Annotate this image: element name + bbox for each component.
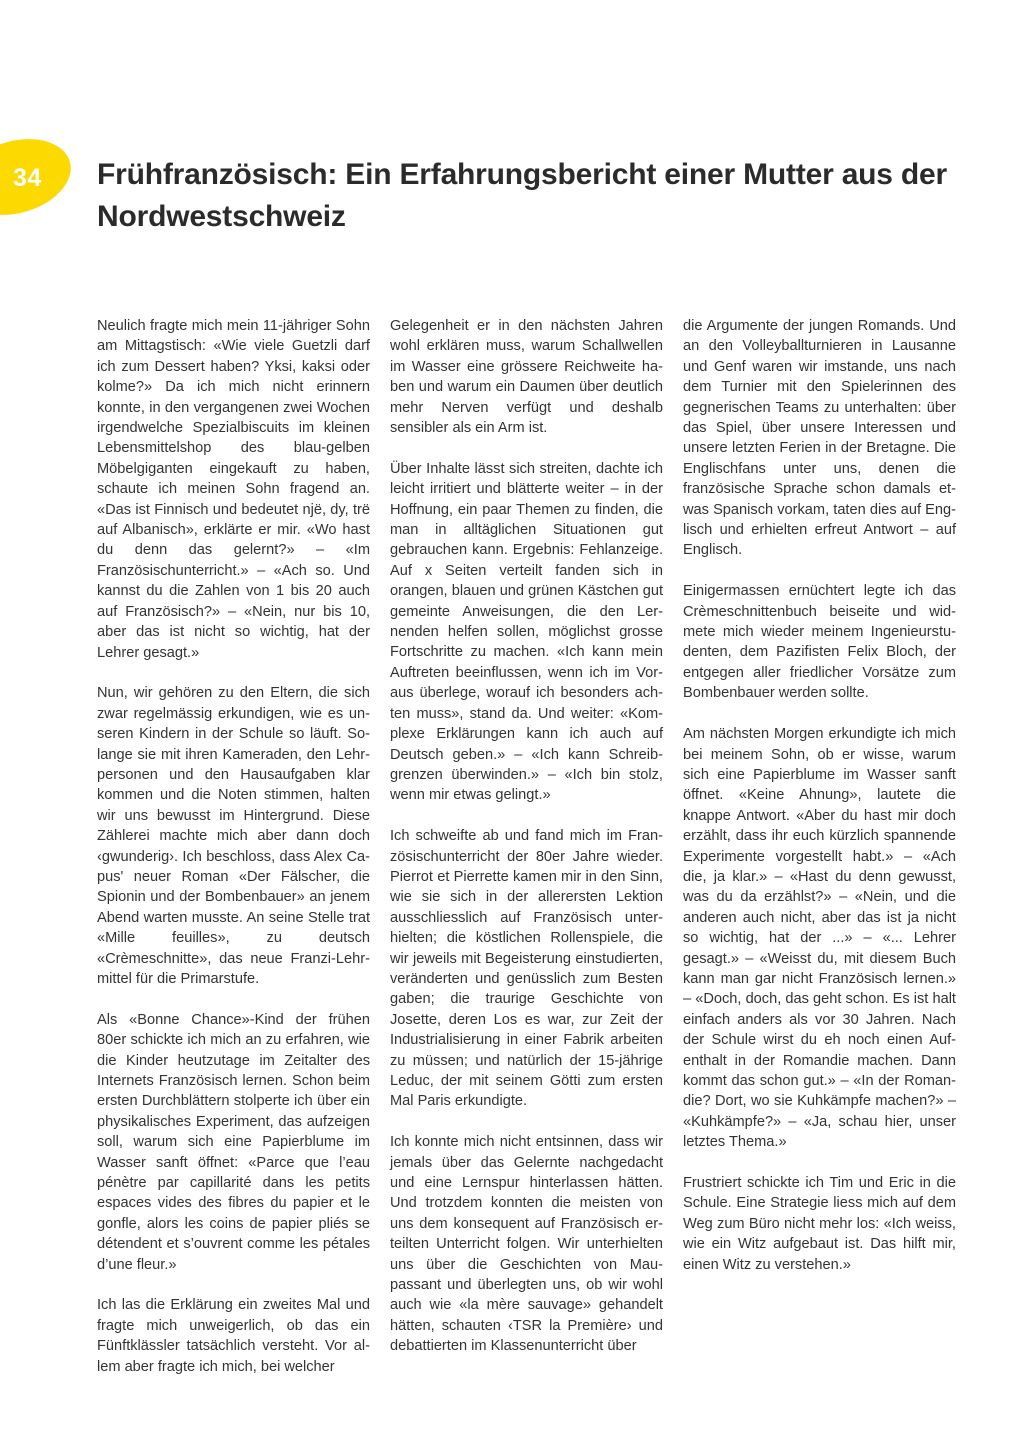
article-title: Frühfranzösisch: Ein Erfahrungsbericht einer Mutter aus der Nordwestschweiz — [97, 158, 948, 233]
paragraph: Ich schweifte ab und fand mich im Französischunterricht der 80er Jahre wieder. Pierrot et Pierrette kamen mir in den Sinn, wie sie sich in der allerersten Lektion ausschliesslich auf Französisch unterhielten; die köstlichen Rollenspiele, die wir jeweils mit Begeisterung einstudierten, veränderten und genüsslich zum Besten gaben; die traurige Geschichte von Josette, deren Los es war, zur Zeit der Industrialisierung in einer Fabrik arbeiten zu müssen; und natürlich der 15-jährige Leduc, der mit seinem Götti zum ersten Mal Paris erkundigte. — [390, 828, 663, 1110]
paragraph: Frustriert schickte ich Tim und Eric in die Schule. Eine Strategie liess mich auf dem Weg zum Büro nicht mehr los: «Ich weiss, wie ein Witz aufgebaut ist. Das hilft mir, einen Witz zu verstehen.» — [683, 1175, 956, 1273]
text-column-3 — [683, 316, 956, 1275]
paragraph: Einigermassen ernüchtert legte ich das Crèmeschnittenbuch beiseite und widmete mich wieder meinem Ingenieurstudenten, dem Pazifisten Felix Bloch, der entgegen aller friedlicher Vorsätze zum Bombenbauer werden sollte. — [683, 583, 956, 702]
text-column-2 — [390, 316, 663, 1357]
paragraph: Am nächsten Morgen erkundigte ich mich bei meinem Sohn, ob er wisse, warum sich eine Papierblume im Wasser sanft öffnet. «Keine Ahnung», lautete die knappe Antwort. «Aber du hast mir doch erzählt, dass ihr euch kürzlich spannende Experimente vorgestellt habt.» – «Ach die, ja klar.» – «Hast du denn gewusst, was du da erzählst?» – «Nein, und die anderen auch nicht, aber das ist ja nicht so wichtig, hat der ...» – «... Lehrer gesagt.» – «Weisst du, mit diesem Buch kann man gar nicht Französisch lernen.» – «Doch, doch, das geht schon. Es ist halt einfach anders als vor 30 Jahren. Nach der Schule wirst du eh noch einen Aufenthalt in der Romandie machen. Dann kommt das schon gut.» – «In der Romandie? Dort, wo sie Kuhkämpfe machen?» – «Kuhkämpfe?» – «Ja, schau hier, unser letztes Thema.» — [683, 726, 956, 1151]
paragraph: Nun, wir gehören zu den Eltern, die sich zwar regelmässig erkundigen, wie es unseren Kindern in der Schule so läuft. Solange sie mit ihren Kameraden, den Lehrpersonen und den Hausaufgaben klar kommen und die Noten stimmen, halten wir uns bewusst im Hintergrund. Diese Zählerei machte mich aber dann doch ‹gwunderig›. Ich beschloss, dass Alex Capus' neuer Roman «Der Fälscher, die Spionin und der Bombenbauer» an jenem Abend warten musste. An seine Stelle trat «Mille feuilles», zu deutsch «Crèmeschnitte», das neue Franzi-Lehrmittel für die Primarstufe. — [97, 685, 370, 987]
paragraph: Ich las die Erklärung ein zweites Mal und fragte mich unweigerlich, ob das ein Fünftklässler tatsächlich versteht. Vor allem aber fragte ich mich, bei welcher — [97, 1297, 370, 1375]
paragraph: Über Inhalte lässt sich streiten, dachte ich leicht irritiert und blätterte weiter – in der Hoffnung, ein paar Themen zu finden, die man in alltäglichen Situationen gut gebrauchen kann. Ergebnis: Fehlanzeige. Auf x Seiten verteilt fanden sich in orangen, blauen und grünen Kästchen gut gemeinte Anweisungen, die den Lernenden helfen sollen, möglichst grosse Fortschritte zu machen. «Ich kann mein Auftreten beeinflussen, wenn ich im Voraus überlege, worauf ich besonders achten muss», stand da. Und weiter: «Komplexe Erklärungen kann ich auch auf Deutsch geben.» – «Ich kann Schreibgrenzen überwinden.» – «Ich bin stolz, wenn mir etwas gelingt.» — [390, 460, 663, 804]
paragraph: Als «Bonne Chance»-Kind der frühen 80er schickte ich mich an zu erfahren, wie die Kinder heutzutage im Zeitalter des Internets Französisch lernen. Schon beim ersten Durchblättern stolperte ich über ein physikalisches Experiment, das aufzeigen soll, warum sich eine Papierblume im Wasser sanft öffnet: «Parce que l’eau pénètre par capillarité dans les petits espaces vides des fibres du papier et le gonfle, alors les coins de papier pliés se détendent et s’ouvrent comme les pétales d’une fleur.» — [97, 1011, 370, 1273]
paragraph: Neulich fragte mich mein 11-jähriger Sohn am Mittagstisch: «Wie viele Guetzli darf ich zum Dessert haben? Yksi, kaksi oder kolme?» Da ich mich nicht erinnern konnte, in den vergangenen zwei Wochen irgendwelche Spezialbiscuits im kleinen Lebensmittelshop des blau-gelben Möbelgiganten eingekauft zu haben, schaute ich meinen Sohn fragend an. «Das ist Finnisch und bedeutet një, dy, trë auf Albanisch», erklärte er mir. «Wo hast du denn das gelernt?» – «Im Französischunterricht.» – «Ach so. Und kannst du die Zahlen von 1 bis 20 auch auf Französisch?» – «Nein, nur bis 10, aber das ist nicht so wichtig, hat der Lehrer gesagt.» — [97, 318, 370, 661]
text-column-1 — [97, 316, 370, 1377]
paragraph: die Argumente der jungen Romands. Und an den Volleyballturnieren in Lausanne und Genf waren wir imstande, uns nach dem Turnier mit den Spielerinnen des gegnerischen Teams zu unterhalten: über das Spiel, über unsere Interessen und unsere letzten Ferien in der Bretagne. Die Englischfans unter uns, denen die französische Sprache schon damals etwas Spanisch vorkam, taten dies auf Englisch und erhielten erfreut Antwort – auf Englisch. — [683, 318, 956, 559]
paragraph: Gelegenheit er in den nächsten Jahren wohl erklären muss, warum Schallwellen im Wasser eine grössere Reichweite haben und warum ein Daumen über deutlich mehr Nerven verfügt und deshalb sensibler als ein Arm ist. — [390, 318, 663, 437]
paragraph: Ich konnte mich nicht entsinnen, dass wir jemals über das Gelernte nachgedacht und eine Lernspur hinterlassen hätten. Und trotzdem konnten die meisten von uns dem konsequent auf Französisch erteilten Unterricht folgen. Wir unterhielten uns über die Geschichten von Maupassant und überlegten uns, ob wir wohl auch wie «la mère sauvage» gehandelt hätten, schauten ‹TSR la Première› und debattierten im Klassenunterricht über — [390, 1134, 663, 1355]
page-number: 34 — [13, 164, 42, 192]
